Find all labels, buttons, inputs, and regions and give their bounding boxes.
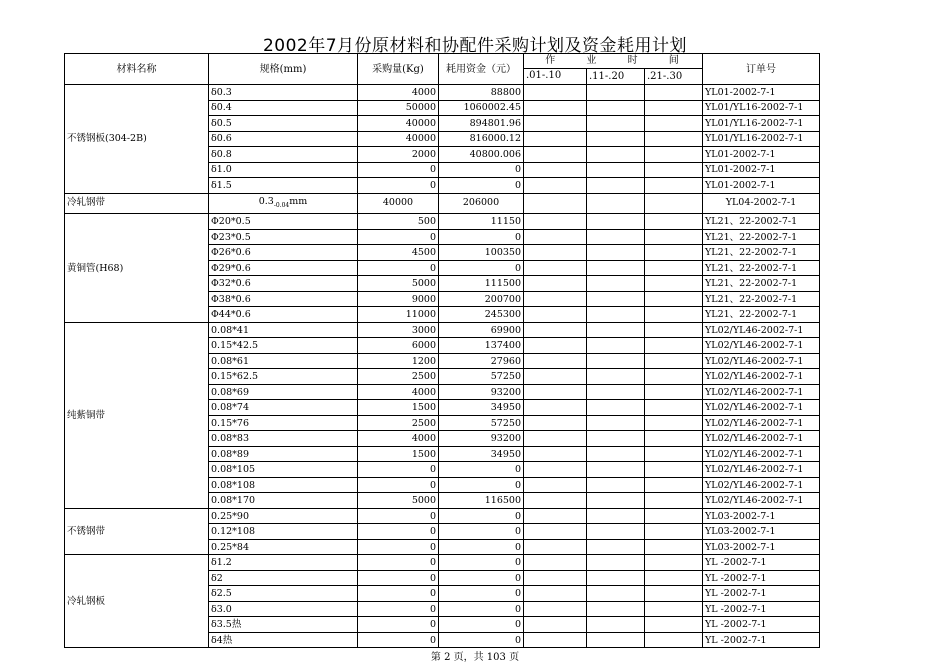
period-1-cell	[524, 214, 587, 230]
order-cell: YL -2002-7-1	[703, 632, 820, 648]
spec-cell	[209, 193, 358, 214]
period-3-cell	[645, 193, 703, 214]
period-2-cell	[587, 462, 645, 478]
spec-tolerance: -0.04	[273, 201, 290, 209]
period-3-cell	[645, 178, 703, 194]
period-1-cell	[524, 178, 587, 194]
order-cell: YL03-2002-7-1	[703, 539, 820, 555]
order-cell: YL02/YL46-2002-7-1	[703, 477, 820, 493]
period-2-cell	[587, 617, 645, 633]
funds-cell: 100350	[439, 245, 524, 261]
period-2-cell	[587, 307, 645, 323]
period-1-cell	[524, 307, 587, 323]
period-2-cell	[587, 193, 645, 214]
spec-cell: δ0.4	[209, 100, 358, 116]
period-3-cell	[645, 524, 703, 540]
order-cell: YL02/YL46-2002-7-1	[703, 384, 820, 400]
order-cell: YL02/YL46-2002-7-1	[703, 446, 820, 462]
funds-cell: 816000.12	[439, 131, 524, 147]
period-2-cell	[587, 415, 645, 431]
funds-cell: 0	[439, 260, 524, 276]
period-3-cell	[645, 384, 703, 400]
funds-cell: 0	[439, 555, 524, 571]
order-cell: YL21、22-2002-7-1	[703, 307, 820, 323]
order-cell: YL -2002-7-1	[703, 570, 820, 586]
order-cell: YL01/YL16-2002-7-1	[703, 100, 820, 116]
period-1-cell	[524, 245, 587, 261]
spec-cell: 0.15*62.5	[209, 369, 358, 385]
table-row	[65, 508, 820, 524]
period-2-cell	[587, 229, 645, 245]
period-1-cell	[524, 446, 587, 462]
spec-cell: 0.08*74	[209, 400, 358, 416]
period-1-cell	[524, 508, 587, 524]
period-3-cell	[645, 85, 703, 101]
period-2-cell	[587, 116, 645, 132]
period-1-cell	[524, 322, 587, 338]
page-footer: 第 2 页，共 103 页	[430, 652, 520, 663]
qty-cell: 2000	[358, 147, 439, 163]
period-2-cell	[587, 338, 645, 354]
period-1-cell	[524, 229, 587, 245]
header-qty: 采购量(Kg)	[358, 54, 439, 85]
spec-cell: δ0.8	[209, 147, 358, 163]
period-2-cell	[587, 524, 645, 540]
qty-cell: 40000	[358, 131, 439, 147]
qty-cell: 0	[358, 524, 439, 540]
spec-cell: Φ44*0.6	[209, 307, 358, 323]
period-1-cell	[524, 601, 587, 617]
qty-cell: 2500	[358, 415, 439, 431]
funds-cell: 88800	[439, 85, 524, 101]
period-2-cell	[587, 632, 645, 648]
funds-cell: 0	[439, 617, 524, 633]
spec-cell: 0.15*76	[209, 415, 358, 431]
period-1-cell	[524, 162, 587, 178]
period-2-cell	[587, 586, 645, 602]
header-funds: 耗用资金（元）	[439, 54, 524, 85]
spec-cell: Φ20*0.5	[209, 214, 358, 230]
table-row	[65, 322, 820, 338]
order-cell: YL21、22-2002-7-1	[703, 245, 820, 261]
funds-cell: 69900	[439, 322, 524, 338]
spec-value: 0.3	[258, 195, 274, 207]
table-row	[65, 85, 820, 101]
qty-cell: 4000	[358, 384, 439, 400]
period-3-cell	[645, 100, 703, 116]
period-3-cell	[645, 632, 703, 648]
period-2-cell	[587, 570, 645, 586]
funds-cell: 40800.006	[439, 147, 524, 163]
funds-cell: 0	[439, 570, 524, 586]
order-cell: YL02/YL46-2002-7-1	[703, 369, 820, 385]
period-2-cell	[587, 291, 645, 307]
spec-cell: 0.08*69	[209, 384, 358, 400]
qty-cell: 1200	[358, 353, 439, 369]
period-1-cell	[524, 260, 587, 276]
period-3-cell	[645, 162, 703, 178]
qty-cell: 0	[358, 601, 439, 617]
funds-cell: 0	[439, 162, 524, 178]
period-2-cell	[587, 178, 645, 194]
funds-cell: 57250	[439, 369, 524, 385]
funds-cell: 93200	[439, 384, 524, 400]
qty-cell: 6000	[358, 338, 439, 354]
material-name: 不锈钢板(304-2B)	[65, 85, 209, 194]
qty-cell: 0	[358, 462, 439, 478]
order-cell: YL03-2002-7-1	[703, 524, 820, 540]
qty-cell: 50000	[358, 100, 439, 116]
spec-cell: Φ38*0.6	[209, 291, 358, 307]
funds-cell: 93200	[439, 431, 524, 447]
qty-cell: 0	[358, 229, 439, 245]
funds-cell: 0	[439, 508, 524, 524]
table-row	[65, 193, 820, 214]
period-2-cell	[587, 131, 645, 147]
period-2-cell	[587, 508, 645, 524]
funds-cell: 27960	[439, 353, 524, 369]
order-cell: YL21、22-2002-7-1	[703, 214, 820, 230]
period-2-cell	[587, 85, 645, 101]
period-3-cell	[645, 353, 703, 369]
period-1-cell	[524, 193, 587, 214]
period-2-cell	[587, 245, 645, 261]
period-2-cell	[587, 353, 645, 369]
order-cell: YL02/YL46-2002-7-1	[703, 338, 820, 354]
header-order: 订单号	[703, 54, 820, 85]
spec-cell: δ1.2	[209, 555, 358, 571]
qty-cell: 1500	[358, 400, 439, 416]
period-1-cell	[524, 617, 587, 633]
funds-cell: 245300	[439, 307, 524, 323]
funds-cell: 0	[439, 462, 524, 478]
period-1-cell	[524, 100, 587, 116]
material-name: 纯紫铜带	[65, 322, 209, 508]
spec-cell: δ2	[209, 570, 358, 586]
qty-cell: 3000	[358, 322, 439, 338]
funds-cell: 0	[439, 178, 524, 194]
spec-cell: δ3.5热	[209, 617, 358, 633]
period-3-cell	[645, 400, 703, 416]
qty-cell: 0	[358, 570, 439, 586]
qty-cell: 4000	[358, 431, 439, 447]
qty-cell: 5000	[358, 493, 439, 509]
funds-cell: 0	[439, 229, 524, 245]
spec-cell: 0.08*105	[209, 462, 358, 478]
funds-cell: 894801.96	[439, 116, 524, 132]
qty-cell: 0	[358, 539, 439, 555]
period-3-cell	[645, 601, 703, 617]
qty-cell: 40000	[358, 116, 439, 132]
funds-cell: 0	[439, 539, 524, 555]
spec-cell: δ4热	[209, 632, 358, 648]
period-3-cell	[645, 291, 703, 307]
order-cell: YL01-2002-7-1	[703, 147, 820, 163]
qty-cell: 500	[358, 214, 439, 230]
order-cell: YL01-2002-7-1	[703, 178, 820, 194]
period-3-cell	[645, 147, 703, 163]
funds-cell: 11150	[439, 214, 524, 230]
period-1-cell	[524, 369, 587, 385]
order-cell: YL -2002-7-1	[703, 555, 820, 571]
order-cell: YL02/YL46-2002-7-1	[703, 415, 820, 431]
order-cell: YL21、22-2002-7-1	[703, 291, 820, 307]
period-3-cell	[645, 245, 703, 261]
period-1-cell	[524, 477, 587, 493]
qty-cell: 4500	[358, 245, 439, 261]
spec-cell: δ0.6	[209, 131, 358, 147]
funds-cell: 116500	[439, 493, 524, 509]
period-3-cell	[645, 446, 703, 462]
spec-cell: 0.15*42.5	[209, 338, 358, 354]
qty-cell: 0	[358, 260, 439, 276]
period-3-cell	[645, 338, 703, 354]
period-1-cell	[524, 524, 587, 540]
table-row	[65, 214, 820, 230]
period-2-cell	[587, 446, 645, 462]
period-1-cell	[524, 116, 587, 132]
qty-cell: 1500	[358, 446, 439, 462]
period-1-cell	[524, 462, 587, 478]
period-3-cell	[645, 555, 703, 571]
spec-cell: Φ32*0.6	[209, 276, 358, 292]
table-row	[65, 555, 820, 571]
qty-cell: 0	[358, 632, 439, 648]
order-cell: YL01-2002-7-1	[703, 162, 820, 178]
period-3-cell	[645, 260, 703, 276]
spec-cell: 0.08*41	[209, 322, 358, 338]
order-cell: YL02/YL46-2002-7-1	[703, 322, 820, 338]
qty-cell: 0	[358, 162, 439, 178]
period-2-cell	[587, 369, 645, 385]
period-1-cell	[524, 632, 587, 648]
period-3-cell	[645, 462, 703, 478]
header-material: 材料名称	[65, 54, 209, 85]
funds-cell: 137400	[439, 338, 524, 354]
period-1-cell	[524, 338, 587, 354]
funds-cell: 1060002.45	[439, 100, 524, 116]
period-1-cell	[524, 431, 587, 447]
qty-cell: 0	[358, 555, 439, 571]
spec-cell: δ3.0	[209, 601, 358, 617]
spec-cell: Φ23*0.5	[209, 229, 358, 245]
order-cell: YL21、22-2002-7-1	[703, 260, 820, 276]
period-1-cell	[524, 147, 587, 163]
spec-cell: 0.25*84	[209, 539, 358, 555]
qty-cell: 0	[358, 508, 439, 524]
spec-cell: δ0.3	[209, 85, 358, 101]
period-2-cell	[587, 601, 645, 617]
period-2-cell	[587, 100, 645, 116]
period-3-cell	[645, 431, 703, 447]
order-cell: YL02/YL46-2002-7-1	[703, 400, 820, 416]
order-cell: YL02/YL46-2002-7-1	[703, 493, 820, 509]
period-2-cell	[587, 555, 645, 571]
qty-cell: 0	[358, 178, 439, 194]
period-1-cell	[524, 353, 587, 369]
order-cell: YL -2002-7-1	[703, 586, 820, 602]
period-3-cell	[645, 586, 703, 602]
funds-cell: 200700	[439, 291, 524, 307]
period-2-cell	[587, 493, 645, 509]
header-period-3: .21-.30	[645, 68, 703, 84]
header-period-2: .11-.20	[587, 68, 645, 84]
spec-cell: Φ26*0.6	[209, 245, 358, 261]
spec-cell: 0.08*83	[209, 431, 358, 447]
order-cell: YL03-2002-7-1	[703, 508, 820, 524]
order-cell: YL01-2002-7-1	[703, 85, 820, 101]
spec-unit: mm	[289, 195, 308, 207]
period-2-cell	[587, 539, 645, 555]
period-1-cell	[524, 131, 587, 147]
order-cell: YL04-2002-7-1	[703, 193, 820, 214]
period-2-cell	[587, 147, 645, 163]
qty-cell: 2500	[358, 369, 439, 385]
qty-cell: 4000	[358, 85, 439, 101]
funds-cell: 206000	[439, 193, 524, 214]
period-3-cell	[645, 116, 703, 132]
spec-cell: 0.08*89	[209, 446, 358, 462]
qty-cell: 5000	[358, 276, 439, 292]
period-3-cell	[645, 508, 703, 524]
period-3-cell	[645, 131, 703, 147]
order-cell: YL02/YL46-2002-7-1	[703, 431, 820, 447]
order-cell: YL01/YL16-2002-7-1	[703, 116, 820, 132]
period-2-cell	[587, 431, 645, 447]
material-name: 冷轧钢板	[65, 555, 209, 648]
material-name: 黄铜管(H68)	[65, 214, 209, 323]
period-1-cell	[524, 493, 587, 509]
period-2-cell	[587, 162, 645, 178]
funds-cell: 111500	[439, 276, 524, 292]
spec-cell: Φ29*0.6	[209, 260, 358, 276]
header-period-1: .01-.10	[524, 68, 587, 84]
qty-cell: 9000	[358, 291, 439, 307]
spec-cell: 0.12*108	[209, 524, 358, 540]
period-3-cell	[645, 415, 703, 431]
order-cell: YL -2002-7-1	[703, 617, 820, 633]
period-2-cell	[587, 276, 645, 292]
funds-cell: 0	[439, 524, 524, 540]
order-cell: YL21、22-2002-7-1	[703, 229, 820, 245]
period-3-cell	[645, 493, 703, 509]
period-2-cell	[587, 477, 645, 493]
period-3-cell	[645, 570, 703, 586]
spec-cell: δ0.5	[209, 116, 358, 132]
period-2-cell	[587, 322, 645, 338]
header-spec: 规格(mm)	[209, 54, 358, 85]
spec-cell: δ1.0	[209, 162, 358, 178]
qty-cell: 11000	[358, 307, 439, 323]
spec-cell: 0.08*170	[209, 493, 358, 509]
period-2-cell	[587, 384, 645, 400]
period-3-cell	[645, 229, 703, 245]
order-cell: YL02/YL46-2002-7-1	[703, 353, 820, 369]
period-1-cell	[524, 400, 587, 416]
period-1-cell	[524, 539, 587, 555]
period-3-cell	[645, 539, 703, 555]
period-3-cell	[645, 214, 703, 230]
period-3-cell	[645, 369, 703, 385]
period-1-cell	[524, 85, 587, 101]
period-1-cell	[524, 570, 587, 586]
period-1-cell	[524, 555, 587, 571]
period-3-cell	[645, 617, 703, 633]
period-2-cell	[587, 260, 645, 276]
period-1-cell	[524, 384, 587, 400]
qty-cell: 0	[358, 617, 439, 633]
material-name: 冷轧钢带	[65, 193, 209, 214]
spec-cell: 0.25*90	[209, 508, 358, 524]
qty-cell: 0	[358, 586, 439, 602]
funds-cell: 0	[439, 632, 524, 648]
period-3-cell	[645, 276, 703, 292]
period-1-cell	[524, 586, 587, 602]
header-work-time: 作 业 时 间	[524, 54, 703, 69]
period-3-cell	[645, 307, 703, 323]
period-2-cell	[587, 214, 645, 230]
order-cell: YL -2002-7-1	[703, 601, 820, 617]
funds-cell: 0	[439, 477, 524, 493]
spec-cell: δ2.5	[209, 586, 358, 602]
period-1-cell	[524, 415, 587, 431]
period-3-cell	[645, 322, 703, 338]
order-cell: YL01/YL16-2002-7-1	[703, 131, 820, 147]
spec-cell: 0.08*61	[209, 353, 358, 369]
period-2-cell	[587, 400, 645, 416]
period-3-cell	[645, 477, 703, 493]
qty-cell: 40000	[358, 193, 439, 214]
period-1-cell	[524, 291, 587, 307]
spec-cell: δ1.5	[209, 178, 358, 194]
funds-cell: 34950	[439, 400, 524, 416]
period-1-cell	[524, 276, 587, 292]
material-name: 不锈钢带	[65, 508, 209, 555]
funds-cell: 0	[439, 601, 524, 617]
order-cell: YL21、22-2002-7-1	[703, 276, 820, 292]
funds-cell: 0	[439, 586, 524, 602]
order-cell: YL02/YL46-2002-7-1	[703, 462, 820, 478]
procurement-table	[64, 53, 820, 648]
qty-cell: 0	[358, 477, 439, 493]
funds-cell: 34950	[439, 446, 524, 462]
spec-cell: 0.08*108	[209, 477, 358, 493]
funds-cell: 57250	[439, 415, 524, 431]
page-title: 2002年7月份原材料和协配件采购计划及资金耗用计划	[262, 36, 688, 56]
